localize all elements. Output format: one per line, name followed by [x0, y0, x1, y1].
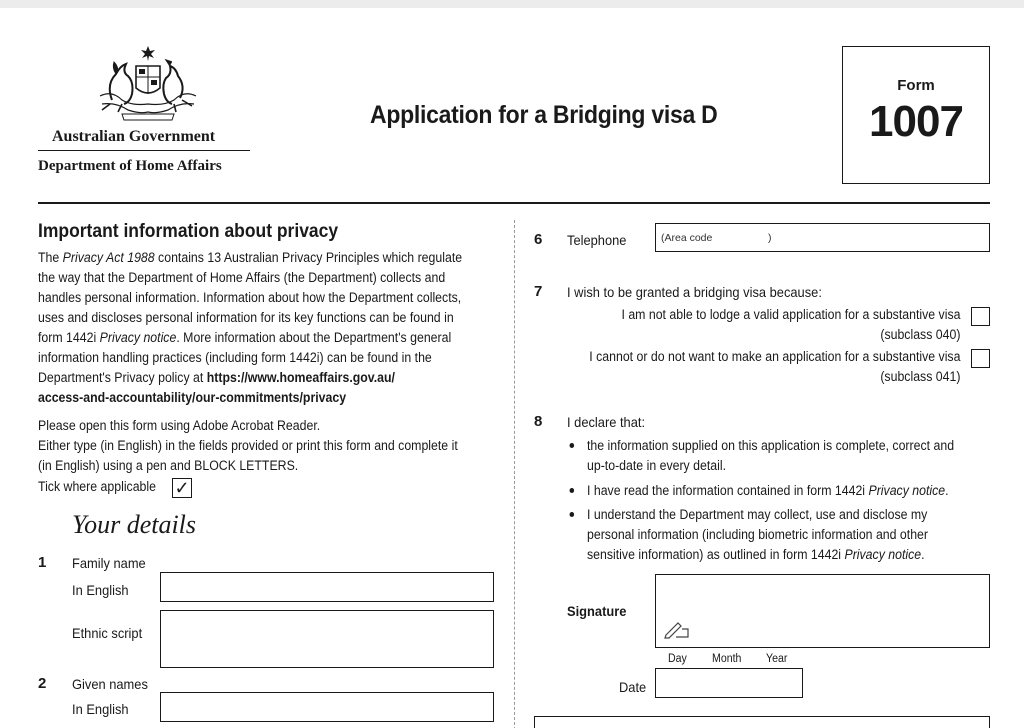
- question-number-7: 7: [534, 283, 543, 300]
- your-details-heading: Your details: [72, 510, 197, 539]
- example-tick-box: ✓: [172, 478, 192, 498]
- option-040-text: I am not able to lodge a valid application for a substantive visa (subclass 040): [621, 307, 960, 342]
- declaration-label: I declare that:: [567, 414, 646, 430]
- question-number-2: 2: [38, 675, 47, 692]
- option-041-text: I cannot or do not want to make an application for a substantive visa (subclass 041): [588, 349, 960, 384]
- family-name-label: Family name: [72, 555, 146, 571]
- form-number: 1007: [869, 97, 963, 146]
- telephone-field[interactable]: [655, 223, 990, 252]
- signature-label: Signature: [567, 603, 627, 619]
- family-name-ethnic-field[interactable]: [160, 610, 494, 668]
- area-code-hint: (Area code: [661, 232, 713, 244]
- question-number-6: 6: [534, 231, 543, 248]
- coat-of-arms-icon: [92, 44, 204, 122]
- bridging-reason-label: I wish to be granted a bridging visa because:: [567, 284, 822, 300]
- form-label: Form: [897, 77, 935, 94]
- government-divider: [38, 150, 250, 151]
- year-label: Year: [766, 653, 788, 665]
- given-names-english-label: In English: [72, 701, 129, 717]
- declaration-bullet-3: I understand the Department may collect, use and disclose my personal information (including biometric information and other sensitive information) as outlined in form 1442i Privacy notice.: [587, 505, 928, 565]
- pen-sign-icon: [664, 619, 690, 639]
- area-code-close: ): [768, 232, 772, 244]
- given-names-label: Given names: [72, 676, 148, 692]
- privacy-policy-link[interactable]: https://www.homeaffairs.gov.au/: [206, 370, 395, 385]
- signature-field[interactable]: [655, 574, 990, 648]
- privacy-text: The Privacy Act 1988 contains 13 Australian Privacy Principles which regulate the way that the Department of Home Affairs (the Department) collects and handles personal information. Information about how the Department collects, uses and discloses personal information for its key functions can be found in form 1442i Privacy notice. More information about the Department's general information handling practices (including form 1442i) can be found in the Department's Privacy policy at https://www.homeaffairs.gov.au/ access-and-accountability/our-commitments/privacy: [38, 250, 463, 405]
- option-040-checkbox[interactable]: [971, 307, 990, 326]
- given-names-english-field[interactable]: [160, 692, 494, 722]
- privacy-heading: Important information about privacy: [38, 221, 339, 242]
- telephone-label: Telephone: [567, 232, 627, 248]
- family-name-ethnic-label: Ethnic script: [72, 625, 143, 641]
- question-number-8: 8: [534, 413, 543, 430]
- next-section-box: [534, 716, 990, 728]
- department-name: Department of Home Affairs: [38, 158, 222, 174]
- declaration-bullet-2: I have read the information contained in form 1442i Privacy notice.: [587, 481, 949, 501]
- privacy-policy-link-cont[interactable]: access-and-accountability/our-commitments/privacy: [38, 390, 347, 405]
- form-number-box: [842, 46, 990, 184]
- header-rule: [38, 202, 990, 204]
- declaration-bullet-1: the information supplied on this application is complete, correct and up-to-date in every detail.: [587, 436, 954, 476]
- instructions-text: Please open this form using Adobe Acrobat Reader. Either type (in English) in the fields provided or print this form and complete it (in English) using a pen and BLOCK LETTERS.: [38, 418, 458, 473]
- date-label: Date: [619, 679, 647, 695]
- column-separator: [514, 220, 515, 728]
- question-number-1: 1: [38, 554, 47, 571]
- form-title: Application for a Bridging visa D: [370, 101, 718, 129]
- family-name-english-label: In English: [72, 582, 129, 598]
- government-name: Australian Government: [52, 128, 216, 145]
- month-label: Month: [712, 653, 742, 665]
- day-label: Day: [668, 653, 687, 665]
- date-field[interactable]: [655, 668, 803, 698]
- top-strip: [0, 0, 1024, 8]
- family-name-english-field[interactable]: [160, 572, 494, 602]
- tick-label: Tick where applicable: [38, 479, 157, 494]
- option-041-checkbox[interactable]: [971, 349, 990, 368]
